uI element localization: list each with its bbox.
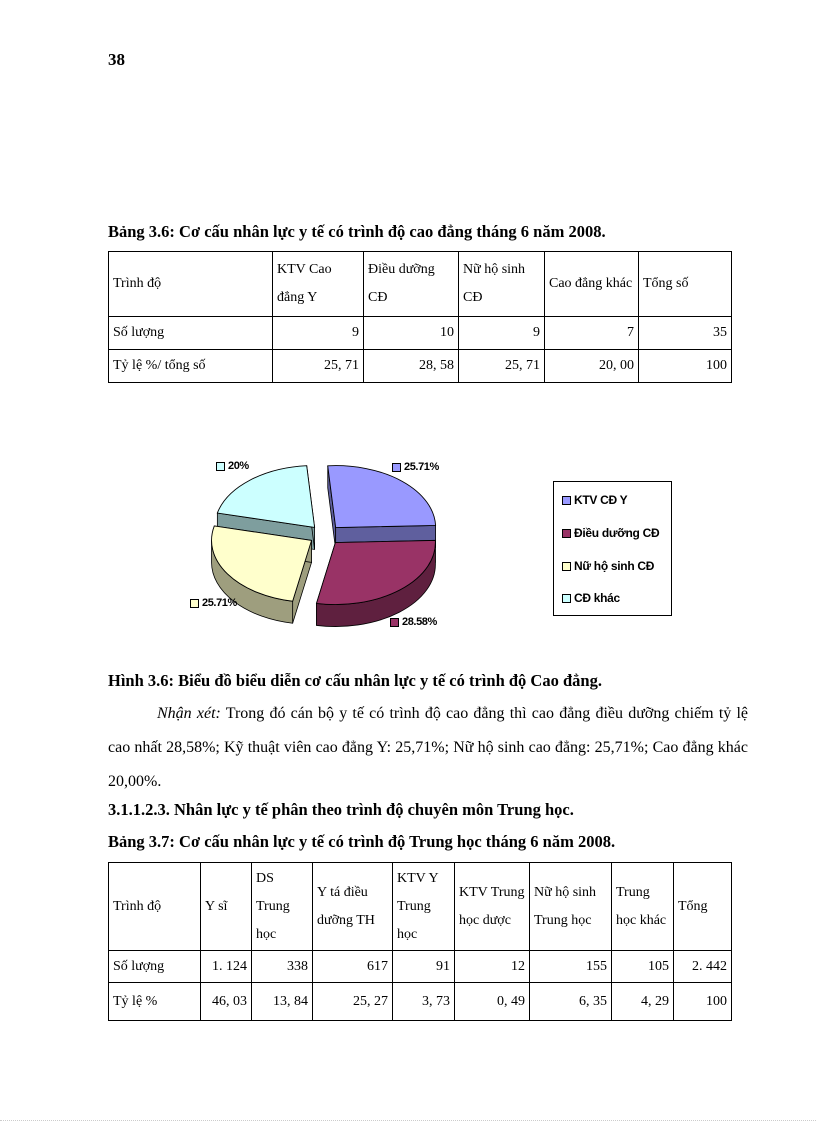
legend-label: Nữ hộ sinh CĐ	[574, 559, 655, 573]
table-cell: 7	[545, 317, 639, 350]
table2-caption: Bảng 3.7: Cơ cấu nhân lực y tế có trình độ Trung học tháng 6 năm 2008.	[108, 832, 616, 851]
table-row	[109, 350, 732, 383]
table2-header-cell: DS Trung học	[252, 863, 313, 951]
table1-header-cell: Cao đẳng khác	[545, 252, 639, 317]
table2-header-cell: KTV Trung học dược	[455, 863, 530, 951]
table-cell: 155	[530, 951, 612, 983]
legend-item	[562, 559, 654, 573]
table-cell: 4, 29	[612, 983, 674, 1021]
pie-data-label	[190, 597, 237, 609]
legend-item	[562, 493, 627, 507]
remark-label: Nhận xét:	[157, 705, 221, 722]
remark-paragraph	[108, 697, 748, 799]
table-cell: 35	[639, 317, 732, 350]
table1-header-cell: Trình độ	[109, 252, 273, 317]
table-cell: 3, 73	[393, 983, 455, 1021]
legend-label: KTV CĐ Y	[574, 493, 628, 507]
table-cell: 100	[639, 350, 732, 383]
table-cell: 100	[674, 983, 732, 1021]
legend-swatch	[562, 496, 571, 505]
table1-header-cell: Điều dưỡng CĐ	[364, 252, 459, 317]
legend-label: Điều dưỡng CĐ	[574, 526, 660, 540]
pie-label-text: 20%	[228, 460, 249, 472]
chart-legend	[553, 481, 672, 616]
table-cell: 1. 124	[201, 951, 252, 983]
table-cell: 20, 00	[545, 350, 639, 383]
table-cell: 46, 03	[201, 983, 252, 1021]
table2-header-cell: Nữ hộ sinh Trung học	[530, 863, 612, 951]
table-cell: 105	[612, 951, 674, 983]
table-row	[109, 983, 732, 1021]
pie-label-swatch	[392, 463, 401, 472]
table-cell: 13, 84	[252, 983, 313, 1021]
table-cell: 617	[313, 951, 393, 983]
legend-item	[562, 526, 659, 540]
table2-header-cell: Tổng	[674, 863, 732, 951]
table-cell: 91	[393, 951, 455, 983]
table-cell: Tỷ lệ %/ tổng số	[109, 350, 273, 383]
table-cell: 25, 71	[459, 350, 545, 383]
pie-label-text: 25.71%	[404, 461, 439, 473]
figure-caption: Hình 3.6: Biểu đồ biểu diễn cơ cấu nhân lực y tế có trình độ Cao đẳng.	[108, 671, 602, 690]
table1	[108, 251, 732, 383]
table-cell: 12	[455, 951, 530, 983]
table2-header-row	[109, 863, 732, 951]
legend-item	[562, 591, 620, 605]
pie-label-swatch	[390, 618, 399, 627]
legend-label: CĐ khác	[574, 591, 620, 605]
table-cell: 338	[252, 951, 313, 983]
legend-swatch	[562, 594, 571, 603]
table-row	[109, 951, 732, 983]
legend-swatch	[562, 562, 571, 571]
table2-header-cell: KTV Y Trung học	[393, 863, 455, 951]
pie-data-label	[216, 460, 249, 472]
table-cell: 9	[273, 317, 364, 350]
pie-labels	[190, 430, 490, 660]
table2-header-cell: Y tá điều dưỡng TH	[313, 863, 393, 951]
table1-header-cell: Nữ hộ sinh CĐ	[459, 252, 545, 317]
page-number: 38	[108, 50, 125, 69]
table2-header-cell: Y sĩ	[201, 863, 252, 951]
table-cell: 6, 35	[530, 983, 612, 1021]
table1-caption: Bảng 3.6: Cơ cấu nhân lực y tế có trình độ cao đẳng tháng 6 năm 2008.	[108, 222, 606, 241]
table1-header-cell: Tổng số	[639, 252, 732, 317]
section-heading: 3.1.1.2.3. Nhân lực y tế phân theo trình độ chuyên môn Trung học.	[108, 800, 574, 819]
table2	[108, 862, 732, 1021]
table-row	[109, 317, 732, 350]
table-cell: 28, 58	[364, 350, 459, 383]
pie-label-text: 28.58%	[402, 616, 437, 628]
table-cell: Tỷ lệ %	[109, 983, 201, 1021]
remark-text: Trong đó cán bộ y tế có trình độ cao đẳng thì cao đẳng điều dưỡng chiếm tỷ lệ cao nhất 28,58%; Kỹ thuật viên cao đẳng Y: 25,71%; Nữ hộ sinh cao đẳng: 25,71%; Cao đẳng khác 20,00%.	[108, 705, 748, 790]
table2-header-cell: Trung học khác	[612, 863, 674, 951]
table1-header-cell: KTV Cao đẳng Y	[273, 252, 364, 317]
pie-label-swatch	[216, 462, 225, 471]
pie-label-text: 25.71%	[202, 597, 237, 609]
table-cell: 2. 442	[674, 951, 732, 983]
table-cell: 25, 71	[273, 350, 364, 383]
pie-label-swatch	[190, 599, 199, 608]
pie-data-label	[392, 461, 439, 473]
table2-header-cell: Trình độ	[109, 863, 201, 951]
legend-swatch	[562, 529, 571, 538]
table1-header-row	[109, 252, 732, 317]
table-cell: Số lượng	[109, 317, 273, 350]
table-cell: 0, 49	[455, 983, 530, 1021]
pie-data-label	[390, 616, 437, 628]
table-cell: 25, 27	[313, 983, 393, 1021]
table-cell: Số lượng	[109, 951, 201, 983]
page-divider	[0, 1120, 816, 1121]
table-cell: 10	[364, 317, 459, 350]
table-cell: 9	[459, 317, 545, 350]
